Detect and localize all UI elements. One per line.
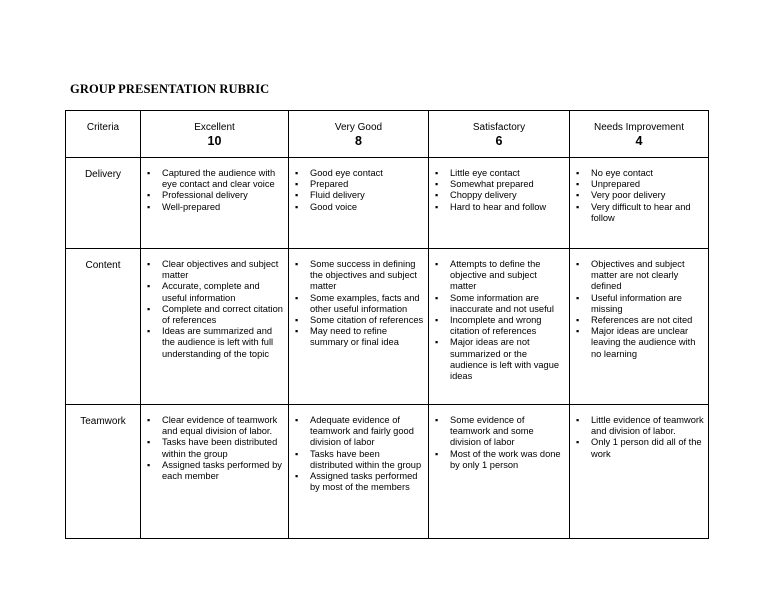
list-item: ▪ References are not cited [576,315,704,326]
level-points: 6 [495,134,503,148]
cell-needs-improvement [570,158,709,249]
list-item: ▪ Accurate, complete and useful information [147,281,284,303]
level-points: 4 [635,134,643,148]
criteria-list [570,405,708,460]
cell-very-good [289,249,429,405]
list-item: ▪ Only 1 person did all of the work [576,437,704,459]
list-item: ▪ Clear objectives and subject matter [147,259,284,281]
list-item: ▪ Clear evidence of teamwork and equal division of labor. [147,415,284,437]
list-item: ▪ Well-prepared [147,202,284,213]
criterion-label: Content [66,249,141,405]
row-teamwork [66,405,709,539]
criterion-label: Delivery [66,158,141,249]
list-item: ▪ Complete and correct citation of references [147,304,284,326]
list-item: ▪ Some evidence of teamwork and some division of labor [435,415,565,449]
list-item: ▪ Useful information are missing [576,293,704,315]
list-item: ▪ Little eye contact [435,168,565,179]
header-criteria-label: Criteria [86,122,120,133]
level-points: 10 [207,134,222,148]
level-label: Satisfactory [472,122,526,133]
row-content [66,249,709,405]
list-item: ▪ Most of the work was done by only 1 person [435,449,565,471]
list-item: ▪ Professional delivery [147,190,284,201]
level-label: Very Good [334,122,383,133]
list-item: ▪ Tasks have been distributed within the group [295,449,424,471]
row-delivery [66,158,709,249]
list-item: ▪ Some information are inaccurate and not useful [435,293,565,315]
cell-very-good [289,158,429,249]
cell-very-good [289,405,429,539]
list-item: ▪ Some citation of references [295,315,424,326]
list-item: ▪ Adequate evidence of teamwork and fairly good division of labor [295,415,424,449]
list-item: ▪ Objectives and subject matter are not clearly defined [576,259,704,293]
list-item: ▪ Prepared [295,179,424,190]
list-item: ▪ Hard to hear and follow [435,202,565,213]
list-item: ▪ Attempts to define the objective and subject matter [435,259,565,293]
list-item: ▪ Ideas are summarized and the audience is left with full understanding of the topic [147,326,284,360]
level-label: Excellent [194,122,235,133]
header-very-good [289,111,429,158]
level-label: Needs Improvement [593,122,685,133]
cell-excellent [141,249,289,405]
list-item: ▪ Assigned tasks performed by most of the members [295,471,424,493]
criteria-list [141,158,288,213]
criteria-list [141,249,288,360]
list-item: ▪ Some success in defining the objectives and subject matter [295,259,424,293]
criteria-list [289,405,428,493]
header-satisfactory [429,111,570,158]
criteria-list [570,249,708,360]
header-needs-improvement [570,111,709,158]
cell-needs-improvement [570,249,709,405]
list-item: ▪ Unprepared [576,179,704,190]
header-excellent [141,111,289,158]
cell-excellent [141,158,289,249]
level-points: 8 [355,134,362,148]
list-item: ▪ May need to refine summary or final idea [295,326,424,348]
list-item: ▪ Assigned tasks performed by each member [147,460,284,482]
criteria-list [429,249,569,382]
criteria-list [289,249,428,349]
cell-satisfactory [429,158,570,249]
list-item: ▪ Incomplete and wrong citation of references [435,315,565,337]
list-item: ▪ Very difficult to hear and follow [576,202,704,224]
list-item: ▪ Very poor delivery [576,190,704,201]
cell-satisfactory [429,249,570,405]
criteria-list [141,405,288,482]
header-criteria [66,111,141,158]
cell-satisfactory [429,405,570,539]
list-item: ▪ Somewhat prepared [435,179,565,190]
list-item: ▪ Major ideas are unclear leaving the audience with no learning [576,326,704,360]
list-item: ▪ Choppy delivery [435,190,565,201]
cell-excellent [141,405,289,539]
criteria-list [429,158,569,213]
cell-needs-improvement [570,405,709,539]
header-row [66,111,709,158]
list-item: ▪ Some examples, facts and other useful information [295,293,424,315]
criteria-list [289,158,428,213]
criterion-label: Teamwork [66,405,141,539]
list-item: ▪ Good voice [295,202,424,213]
list-item: ▪ Captured the audience with eye contact and clear voice [147,168,284,190]
list-item: ▪ Little evidence of teamwork and division of labor. [576,415,704,437]
list-item: ▪ No eye contact [576,168,704,179]
list-item: ▪ Tasks have been distributed within the group [147,437,284,459]
criteria-list [570,158,708,224]
list-item: ▪ Fluid delivery [295,190,424,201]
list-item: ▪ Good eye contact [295,168,424,179]
rubric-table [65,110,709,539]
list-item: ▪ Major ideas are not summarized or the audience is left with vague ideas [435,337,565,382]
criteria-list [429,405,569,471]
document-title: GROUP PRESENTATION RUBRIC [70,82,270,96]
